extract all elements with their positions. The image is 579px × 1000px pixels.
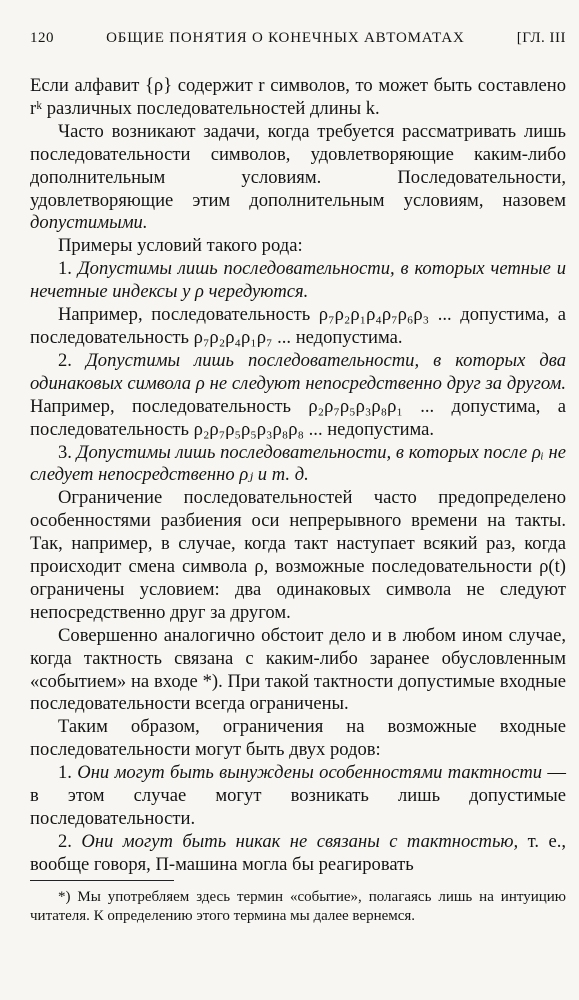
paragraph-3: Примеры условий такого рода: (58, 235, 303, 257)
condition-1-number: 1. (58, 258, 78, 280)
restriction-2-italic: Они могут быть никак не связаны с тактностью, (81, 830, 519, 852)
condition-2-number: 2. (58, 349, 86, 371)
footnote (30, 888, 566, 926)
restriction-1 (30, 762, 566, 831)
condition-1-text: Допустимы лишь последовательности, в которых четные и нечетные индексы у ρ чередуются. (30, 258, 566, 303)
restriction-1-text: — в этом случае могут возникать лишь допустимые последовательности. (30, 762, 566, 829)
running-title: ОБЩИЕ ПОНЯТИЯ О КОНЕЧНЫХ АВТОМАТАХ (106, 30, 465, 46)
restriction-2-text: т. е., вообще говоря, П-машина могла бы реагировать (30, 830, 566, 875)
example-2: Например, последовательность ρ₂ρ₇ρ₅ρ₃ρ₈ρ₁ ... допустима, а последовательность ρ₂ρ₇ρ₅ρ₅ρ₃ρ₈ρ₈ ... недопустима. (30, 395, 566, 440)
running-header (30, 30, 566, 47)
example-1: Например, последовательность ρ₇ρ₂ρ₁ρ₄ρ₇ρ₆ρ₃ ... допустима, а последовательность ρ₇ρ₂ρ₄ρ₁ρ₇ ... недопустима. (30, 304, 566, 348)
main-text (30, 75, 566, 877)
condition-2-text: Допустимы лишь последовательности, в которых два одинаковых символа ρ не следуют непосредственно друг за другом. (30, 349, 567, 394)
restriction-1-italic: Они могут быть вынуждены особенностями тактности (77, 762, 543, 784)
paragraph-1: Если алфавит {ρ} содержит r символов, то может быть составлено rᵏ различных последовательностей длины k. (30, 75, 566, 119)
term-admissible: допустимыми. (30, 212, 148, 234)
footnote-text: *) Мы употребляем здесь термин «событие», полагаясь лишь на интуицию читателя. К определению этого термина мы далее вернемся. (30, 889, 566, 924)
paragraph-2-text: Часто возникают задачи, когда требуется рассматривать лишь последовательности символов, удовлетворяющие каким-либо дополнительным условиям. Последовательности, удовлетворяющие этим дополнительным условиям, назовем (30, 120, 566, 211)
condition-3 (30, 442, 566, 488)
paragraph-2 (30, 121, 566, 236)
restriction-2-number: 2. (58, 830, 82, 852)
paragraph-8: Ограничение последовательностей часто предопределено особенностями разбиения оси непрерывного времени на такты. Так, например, в случае, когда такт наступает всякий раз, когда происходит смена символа ρ, возможные последовательности ρ(t) ограничены условием: два одинаковых символа не следуют непосредственно друг за другом. (30, 487, 566, 623)
condition-3-number: 3. (58, 441, 77, 463)
paragraph-10: Таким образом, ограничения на возможные входные последовательности могут быть двух родов: (30, 716, 566, 761)
paragraph-9: Совершенно аналогично обстоит дело и в любом ином случае, когда тактность связана с каким-либо заранее обусловленным «событием» на входе *). При такой тактности допустимые входные последовательности всегда ограничены. (30, 624, 566, 715)
book-page (30, 30, 566, 877)
chapter-marker: [ГЛ. III (516, 30, 566, 46)
condition-2 (30, 350, 566, 442)
page-number: 120 (30, 30, 54, 46)
restriction-2 (30, 831, 566, 877)
restriction-1-number: 1. (58, 762, 78, 784)
condition-3-text: Допустимы лишь последовательности, в которых после ρᵢ не следует непосредственно ρⱼ и т. д. (30, 441, 566, 486)
footnote-divider (30, 880, 174, 881)
condition-1 (30, 258, 566, 304)
